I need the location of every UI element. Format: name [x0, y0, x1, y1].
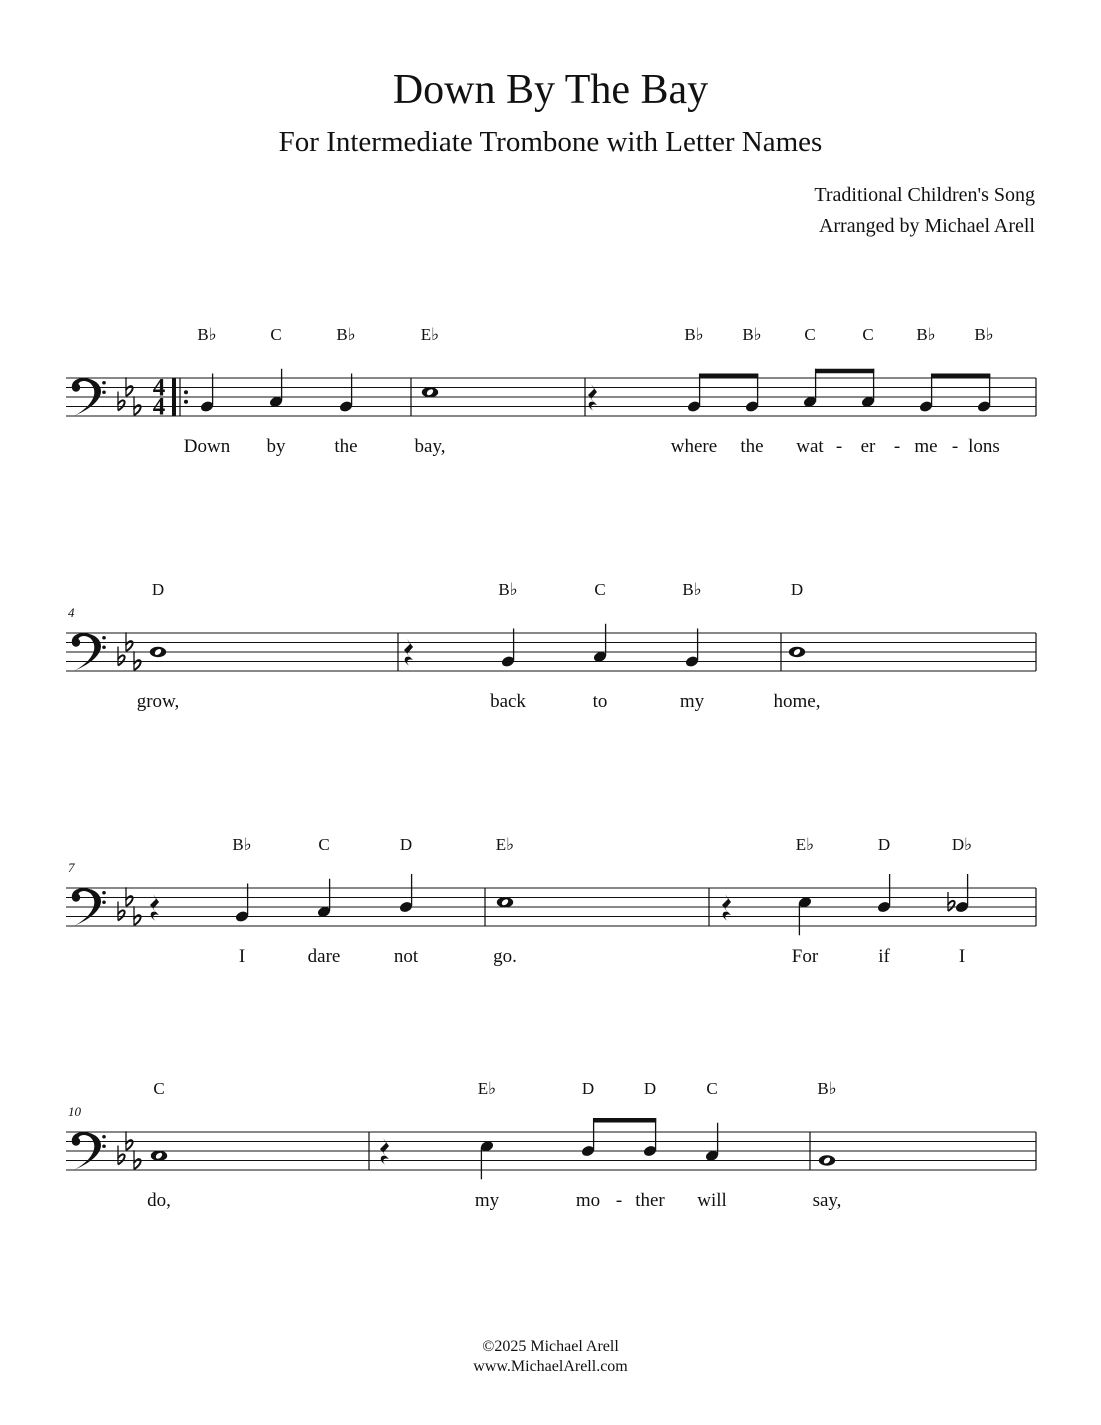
lyric-syllable: me: [914, 436, 938, 457]
lyric-syllable: do,: [147, 1190, 171, 1211]
lyric-syllable: dare: [307, 946, 341, 967]
eighth-beam: [699, 374, 758, 379]
lyric-syllable: the: [740, 436, 764, 457]
lyric-syllable: by: [266, 436, 286, 457]
note-letter-name: B♭: [974, 325, 994, 344]
note-letter-name: C: [706, 1079, 718, 1098]
note-letter-name: D: [790, 580, 804, 599]
lyric-syllable: home,: [773, 691, 821, 712]
lyric-syllable: Down: [183, 436, 231, 457]
lyric-syllable: lons: [968, 436, 1000, 457]
note-letter-name: D: [399, 835, 413, 854]
note-letter-name: B♭: [197, 325, 217, 344]
accidental-flat-icon: [948, 892, 955, 911]
lyric-hyphen: -: [615, 1190, 623, 1211]
key-flat-icon: [118, 902, 125, 921]
eighth-beam: [815, 369, 874, 374]
repeat-thick-barline: [172, 378, 176, 416]
key-flat-icon: [126, 1131, 133, 1150]
lyric-hyphen: -: [893, 436, 901, 457]
eighth-beam: [931, 374, 990, 379]
lyric-hyphen: -: [951, 436, 959, 457]
measure-number: 4: [68, 605, 75, 620]
note-letter-name: D: [581, 1079, 595, 1098]
key-flat-icon: [134, 396, 141, 415]
song-title: Down By The Bay: [392, 67, 709, 113]
lyric-syllable: not: [393, 946, 419, 967]
lyric-syllable: say,: [812, 1190, 842, 1211]
lyric-hyphen: -: [835, 436, 843, 457]
note-letter-name: B♭: [817, 1079, 837, 1098]
key-flat-icon: [118, 1146, 125, 1165]
key-flat-icon: [118, 647, 125, 666]
note-letter-name: E♭: [495, 835, 515, 854]
lyric-syllable: go.: [493, 946, 517, 967]
note-letter-name: C: [153, 1079, 165, 1098]
lyric-syllable: where: [670, 436, 718, 457]
note-letter-name: E♭: [420, 325, 440, 344]
note-letter-name: D: [643, 1079, 657, 1098]
note-letter-name: B♭: [742, 325, 762, 344]
note-letter-name: D: [877, 835, 891, 854]
lyric-syllable: if: [878, 946, 890, 967]
key-flat-icon: [134, 651, 141, 670]
key-flat-icon: [126, 632, 133, 651]
lyric-syllable: wat: [796, 436, 824, 457]
note-letter-name: D: [151, 580, 165, 599]
note-letter-name: E♭: [795, 835, 815, 854]
note-letter-name: B♭: [232, 835, 252, 854]
composer-credit: Traditional Children's Song: [814, 184, 1035, 206]
measure-number: 10: [68, 1104, 81, 1119]
lyric-syllable: back: [490, 691, 526, 712]
note-letter-name: C: [594, 580, 606, 599]
lyric-syllable: bay,: [414, 436, 446, 457]
lyric-syllable: mo: [575, 1190, 601, 1211]
note-letter-name: B♭: [684, 325, 704, 344]
arranger-credit: Arranged by Michael Arell: [818, 215, 1035, 237]
note-letter-name: C: [804, 325, 816, 344]
note-letter-name: D♭: [951, 835, 973, 854]
note-letter-name: B♭: [916, 325, 936, 344]
key-flat-icon: [134, 1150, 141, 1169]
measure-number: 7: [68, 860, 75, 875]
note-letter-name: B♭: [682, 580, 702, 599]
key-flat-icon: [126, 887, 133, 906]
lyric-syllable: my: [474, 1190, 500, 1211]
song-subtitle: For Intermediate Trombone with Letter Names: [278, 126, 823, 158]
eighth-beam: [593, 1118, 656, 1123]
website-link[interactable]: www.MichaelArell.com: [473, 1358, 628, 1375]
lyric-syllable: ther: [635, 1190, 665, 1211]
lyric-syllable: grow,: [136, 691, 180, 712]
repeat-dot: [184, 390, 188, 394]
lyric-syllable: I: [958, 946, 966, 967]
note-letter-name: B♭: [498, 580, 518, 599]
time-signature-top: 4: [152, 374, 166, 402]
lyric-syllable: er: [860, 436, 876, 457]
time-signature-bottom: 4: [152, 393, 166, 421]
repeat-dot: [184, 400, 188, 404]
lyric-syllable: will: [697, 1190, 727, 1211]
key-flat-icon: [134, 906, 141, 925]
lyric-syllable: the: [334, 436, 358, 457]
note-letter-name: E♭: [477, 1079, 497, 1098]
lyric-syllable: For: [791, 946, 819, 967]
lyric-syllable: to: [592, 691, 608, 712]
note-letter-name: C: [862, 325, 874, 344]
note-letter-name: C: [318, 835, 330, 854]
lyric-syllable: I: [238, 946, 246, 967]
key-flat-icon: [126, 377, 133, 396]
note-letter-name: B♭: [336, 325, 356, 344]
key-flat-icon: [118, 392, 125, 411]
lyric-syllable: my: [679, 691, 705, 712]
note-letter-name: C: [270, 325, 282, 344]
copyright-notice: ©2025 Michael Arell: [482, 1338, 619, 1355]
